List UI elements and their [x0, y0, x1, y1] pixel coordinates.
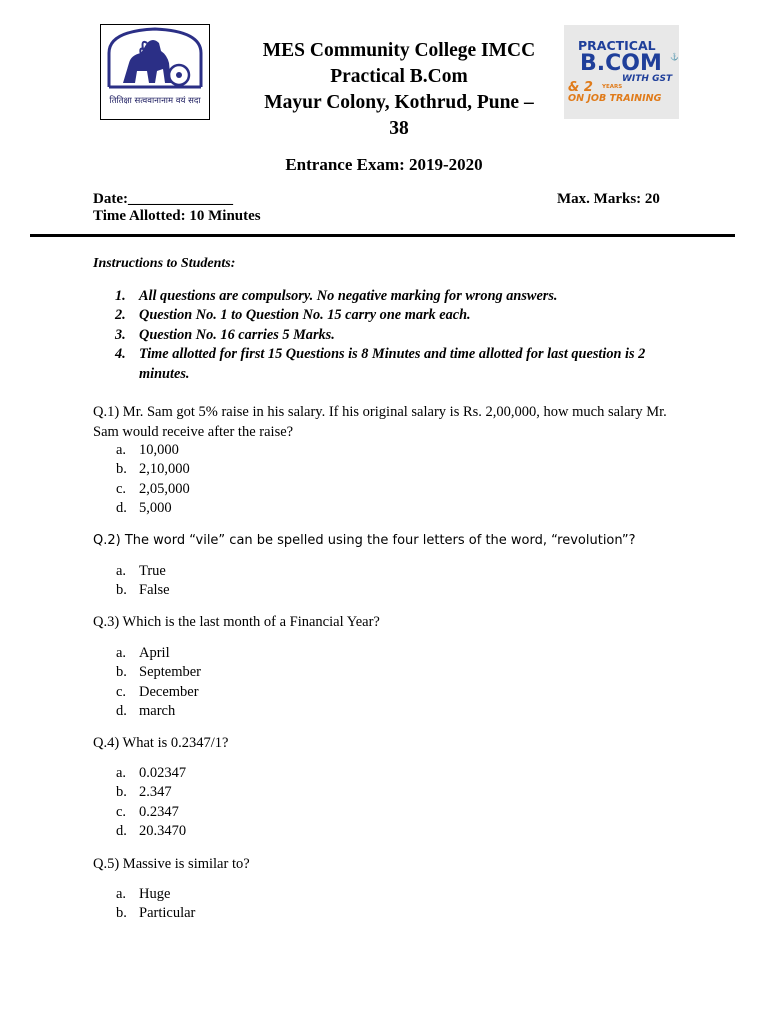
- option-letter: a.: [116, 645, 127, 661]
- option-item: [116, 803, 186, 822]
- logo-line-training: ON JOB TRAINING: [568, 93, 662, 104]
- question-2-options: [116, 562, 170, 601]
- question-4: Q.4) What is 0.2347/1?: [93, 735, 229, 751]
- option-text: 10,000: [139, 442, 179, 458]
- option-text: Huge: [139, 886, 171, 902]
- option-item: [116, 702, 201, 721]
- instruction-item: [115, 345, 675, 384]
- option-text: 5,000: [139, 500, 172, 517]
- date-field: Date:______________: [93, 191, 233, 207]
- logo-line-years: YEARS: [602, 84, 623, 90]
- option-letter: d.: [116, 703, 127, 720]
- option-item: [116, 904, 195, 923]
- question-1-options: [116, 441, 190, 519]
- question-3-options: [116, 644, 201, 722]
- logo-line-two: & 2: [568, 80, 593, 95]
- instructions-heading: Instructions to Students:: [93, 256, 236, 271]
- exam-title: Entrance Exam: 2019-2020: [285, 155, 483, 174]
- header-divider: [30, 234, 735, 237]
- option-text: September: [139, 664, 202, 681]
- college-logo: [100, 24, 210, 120]
- instruction-item: [115, 287, 675, 306]
- question-1: Q.1) Mr. Sam got 5% raise in his salary. If his original salary is Rs. 2,00,000, how much salary Mr. Sam would receive after the raise?: [93, 404, 667, 440]
- option-letter: b.: [116, 664, 127, 681]
- option-text: 2.347: [139, 784, 172, 801]
- instruction-number: 2.: [115, 307, 126, 324]
- college-name: MES Community College IMCC: [262, 40, 536, 61]
- question-2: Q.2) The word “vile” can be spelled using the four letters of the word, “revolution”?: [93, 533, 636, 548]
- option-item: [116, 683, 201, 702]
- instructions-list: [115, 287, 675, 384]
- option-item: [116, 663, 201, 682]
- option-item: [116, 441, 190, 460]
- instruction-text: All questions are compulsory. No negative marking for wrong answers.: [139, 288, 558, 304]
- time-allotted: Time Allotted: 10 Minutes: [93, 208, 261, 224]
- question-5-options: [116, 885, 195, 924]
- max-marks: Max. Marks: 20: [557, 191, 660, 207]
- college-header: [240, 38, 558, 142]
- option-letter: b.: [116, 784, 127, 801]
- instruction-item: [115, 306, 675, 325]
- lion-emblem-icon: [101, 25, 209, 119]
- option-text: 20.3470: [139, 823, 187, 840]
- option-item: [116, 885, 195, 904]
- instruction-number: 4.: [115, 346, 126, 363]
- practical-bcom-logo: [564, 25, 679, 119]
- option-letter: d.: [116, 500, 127, 517]
- option-item: [116, 822, 186, 841]
- option-letter: d.: [116, 823, 127, 840]
- option-letter: a.: [116, 563, 127, 579]
- course-name: Practical B.Com: [330, 66, 468, 87]
- logo-line-bcom: B.COM: [580, 51, 662, 76]
- instruction-text: Time allotted for first 15 Questions is 8 Minutes and time allotted for last question is 2 minutes.: [139, 346, 646, 382]
- option-letter: c.: [116, 683, 127, 700]
- option-text: True: [139, 563, 166, 579]
- anchor-icon: ⚓: [670, 53, 679, 61]
- instruction-text: Question No. 16 carries 5 Marks.: [139, 326, 335, 343]
- option-letter: c.: [116, 803, 127, 820]
- question-3: Q.3) Which is the last month of a Financial Year?: [93, 614, 380, 630]
- option-item: [116, 460, 190, 479]
- college-address: Mayur Colony, Kothrud, Pune –: [264, 92, 534, 113]
- instruction-number: 1.: [115, 288, 126, 304]
- option-text: Particular: [139, 905, 196, 922]
- question-4-options: [116, 764, 186, 842]
- option-text: 2,05,000: [139, 480, 190, 497]
- logo-line-gst: WITH GST: [622, 74, 673, 84]
- option-item: [116, 499, 190, 518]
- option-item: [116, 480, 190, 499]
- instruction-text: Question No. 1 to Question No. 15 carry one mark each.: [139, 307, 471, 324]
- option-letter: b.: [116, 905, 127, 922]
- option-text: 0.2347: [139, 803, 179, 820]
- instruction-item: [115, 326, 675, 345]
- option-text: December: [139, 683, 199, 700]
- option-letter: a.: [116, 886, 127, 902]
- instruction-number: 3.: [115, 326, 126, 343]
- option-letter: a.: [116, 442, 127, 458]
- option-item: [116, 764, 186, 783]
- option-item: [116, 644, 201, 663]
- question-5: Q.5) Massive is similar to?: [93, 856, 250, 872]
- option-text: 0.02347: [139, 765, 187, 781]
- option-text: False: [139, 582, 170, 599]
- option-text: march: [139, 703, 176, 720]
- option-text: 2,10,000: [139, 461, 190, 478]
- option-item: [116, 581, 170, 600]
- option-letter: b.: [116, 461, 127, 478]
- option-item: [116, 783, 186, 802]
- option-item: [116, 562, 170, 581]
- college-pincode: 38: [389, 118, 409, 139]
- option-letter: c.: [116, 480, 127, 497]
- logo-motto: तितिक्षा सत्ववानानाम वयं सदा: [109, 96, 201, 106]
- option-letter: a.: [116, 765, 127, 781]
- option-letter: b.: [116, 582, 127, 599]
- option-text: April: [139, 645, 170, 661]
- logo-line-practical: PRACTICAL: [578, 38, 656, 53]
